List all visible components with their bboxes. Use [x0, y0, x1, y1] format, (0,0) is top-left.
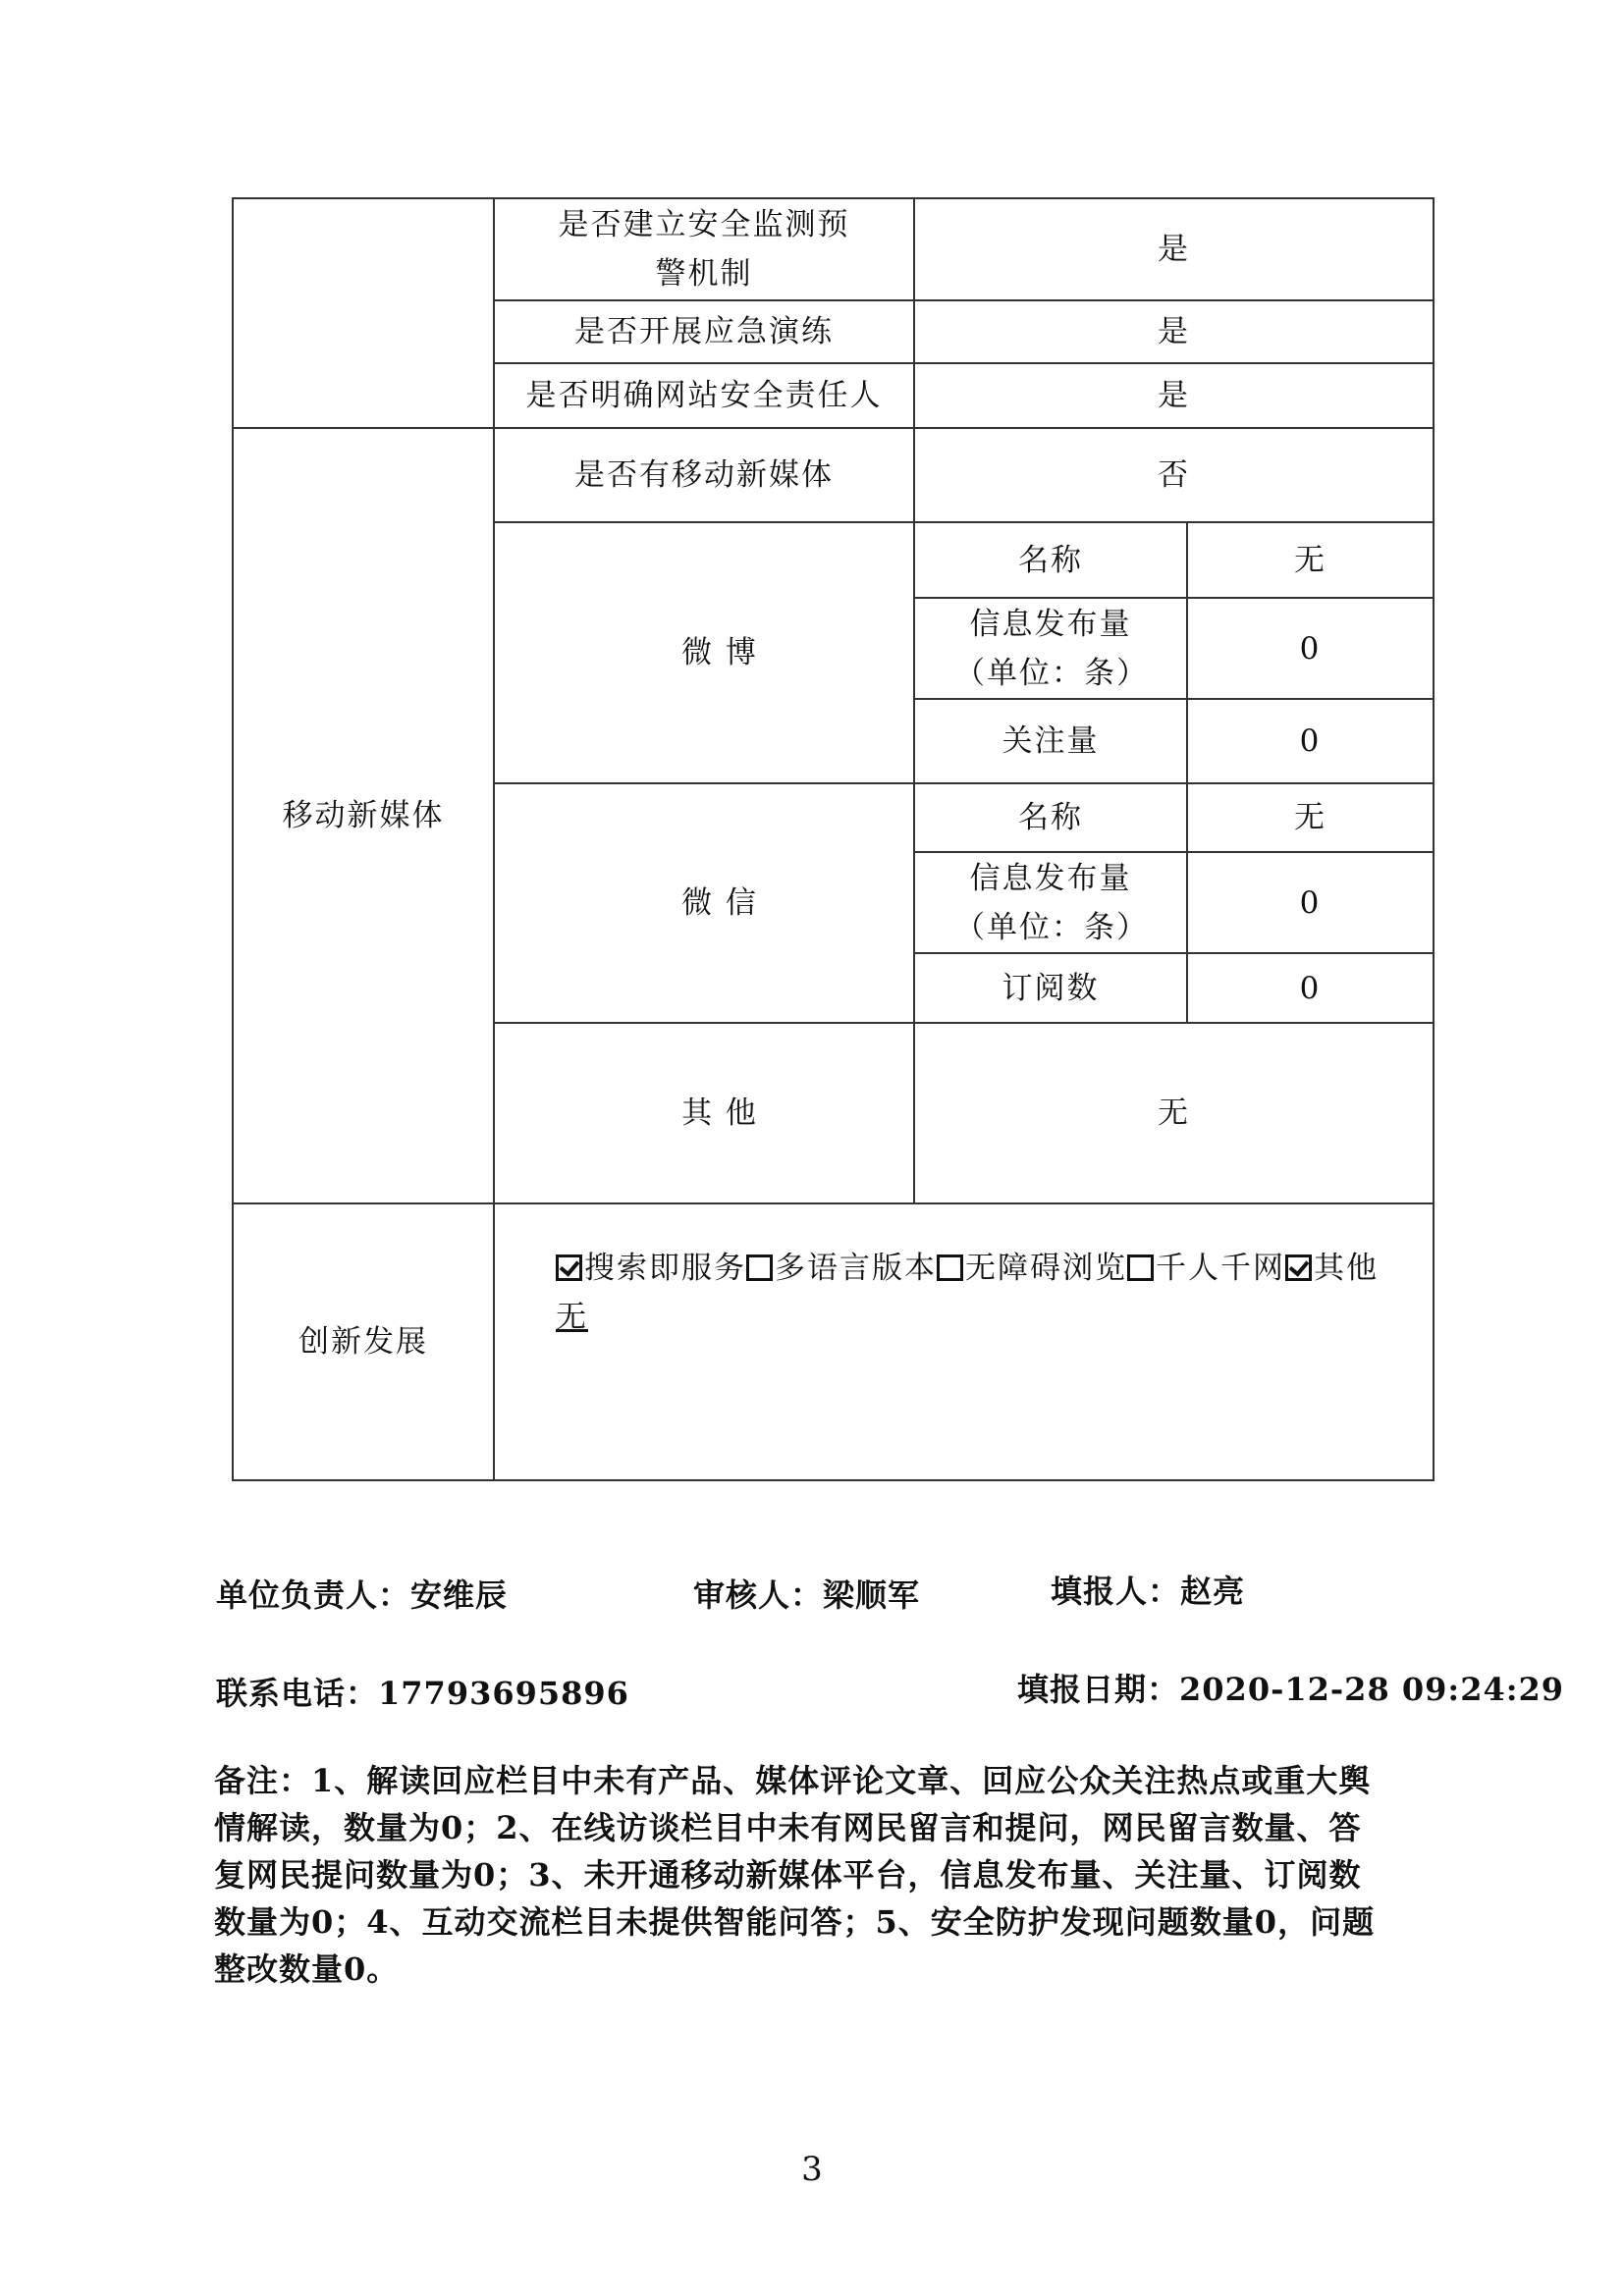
date-label: 填报日期： — [1017, 1671, 1180, 1708]
emergency-drill-value: 是 — [914, 300, 1434, 363]
weibo-posts-value: 0 — [1187, 598, 1434, 699]
phone-line — [216, 1669, 629, 1714]
option-label: 千人千网 — [1156, 1251, 1285, 1286]
checkbox-empty-icon — [937, 1255, 963, 1281]
wechat-subscribers-label: 订阅数 — [914, 953, 1187, 1023]
wechat-name-value: 无 — [1187, 783, 1434, 852]
weibo-name-label: 名称 — [914, 522, 1187, 598]
emergency-drill-label: 是否开展应急演练 — [494, 300, 914, 363]
wechat-posts-label: 信息发布量（单位：条） — [914, 852, 1187, 953]
wechat-posts-value: 0 — [1187, 852, 1434, 953]
wechat-subscribers-value: 0 — [1187, 953, 1434, 1023]
unit-head-line — [216, 1571, 508, 1616]
checkbox-empty-icon — [746, 1255, 773, 1281]
innovation-other-text: 无 — [556, 1300, 588, 1335]
weibo-followers-value: 0 — [1187, 699, 1434, 783]
option-label: 无障碍浏览 — [965, 1251, 1127, 1286]
has-mobile-media-value: 否 — [914, 428, 1434, 522]
has-mobile-media-label: 是否有移动新媒体 — [494, 428, 914, 522]
wechat-label: 微 信 — [494, 783, 914, 1023]
checkbox-empty-icon — [1127, 1255, 1154, 1281]
report-table — [232, 197, 1435, 1481]
weibo-name-value: 无 — [1187, 522, 1434, 598]
option-search-service — [556, 1251, 746, 1286]
security-responsible-value: 是 — [914, 363, 1434, 428]
unit-head-name: 安维辰 — [410, 1576, 509, 1614]
remarks: 备注：1、解读回应栏目中未有产品、媒体评论文章、回应公众关注热点或重大舆情解读，数量为0；2、在线访谈栏目中未有网民留言和提问，网民留言数量、答复网民提问数量为0；3、未开通移动新媒体平台，信息发布量、关注量、订阅数数量为0；4、互动交流栏目未提供智能问答；5、安全防护发现问题数量0，问题整改数量0。 — [214, 1762, 1376, 1988]
option-personalized — [1127, 1251, 1285, 1286]
reviewer-line — [693, 1571, 920, 1616]
option-label: 搜索即服务 — [584, 1251, 746, 1286]
page-number: 3 — [801, 2150, 823, 2189]
weibo-followers-label: 关注量 — [914, 699, 1187, 783]
phone-label: 联系电话： — [216, 1675, 379, 1712]
innovation-options — [494, 1203, 1434, 1480]
other-media-label: 其 他 — [494, 1023, 914, 1203]
innovation-section-label: 创新发展 — [233, 1203, 494, 1480]
unit-head-label: 单位负责人： — [216, 1576, 411, 1614]
fill-date: 2020-12-28 09:24:29 — [1179, 1671, 1565, 1708]
other-media-value: 无 — [914, 1023, 1434, 1203]
mobile-media-section-label: 移动新媒体 — [233, 428, 494, 1203]
option-other — [1285, 1251, 1379, 1286]
filler-name: 赵亮 — [1180, 1573, 1246, 1610]
reviewer-label: 审核人： — [693, 1576, 824, 1614]
checkbox-checked-icon — [1285, 1255, 1312, 1281]
wechat-name-label: 名称 — [914, 783, 1187, 852]
option-accessibility — [937, 1251, 1127, 1286]
option-label: 其他 — [1314, 1251, 1379, 1286]
weibo-label: 微 博 — [494, 522, 914, 783]
weibo-posts-label: 信息发布量（单位：条） — [914, 598, 1187, 699]
checkbox-checked-icon — [556, 1255, 582, 1281]
warning-mechanism-value: 是 — [914, 198, 1434, 300]
option-multilingual — [746, 1251, 937, 1286]
security-section-cell — [233, 198, 494, 428]
option-label: 多语言版本 — [775, 1251, 937, 1286]
warning-mechanism-label: 是否建立安全监测预警机制 — [494, 198, 914, 300]
reviewer-name: 梁顺军 — [823, 1576, 921, 1614]
date-line — [1017, 1665, 1564, 1710]
phone-number: 17793695896 — [378, 1675, 629, 1712]
security-responsible-label: 是否明确网站安全责任人 — [494, 363, 914, 428]
filler-label: 填报人： — [1051, 1573, 1181, 1610]
filler-line — [1051, 1567, 1245, 1612]
